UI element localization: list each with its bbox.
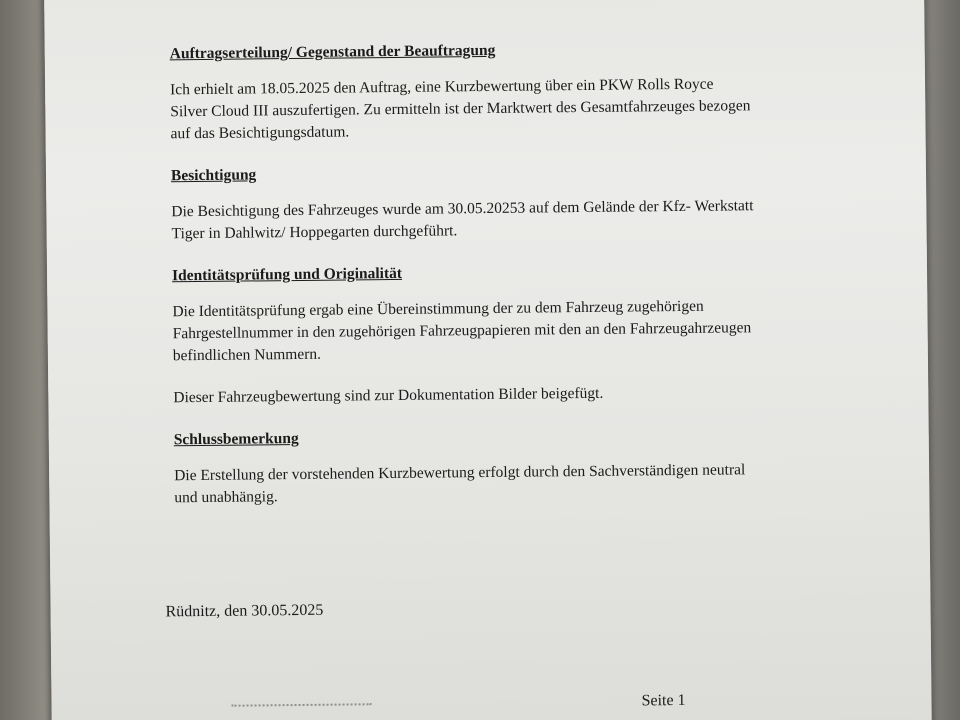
section-schlussbemerkung — [174, 422, 825, 509]
section-paragraph: Dieser Fahrzeugbewertung sind zur Dokumentation Bilder beigefügt. — [173, 384, 604, 407]
section-heading: Auftragserteilung/ Gegenstand der Beauftragung — [169, 41, 496, 63]
section-identitaetspruefung — [172, 258, 823, 409]
section-paragraph: Die Identitätsprüfung ergab eine Übereinstimmung der zu dem Fahrzeug zugehörigen Fahrgestellnummer in den zugehörigen Fahrzeugpapieren mit den an den Fahrzeugahrzeugen befindlichen Nummern. — [172, 297, 752, 365]
cut-off-footer-text — [232, 703, 372, 712]
page-number: Seite 1 — [641, 691, 686, 710]
section-heading: Besichtigung — [170, 166, 257, 185]
section-paragraph: Die Erstellung der vorstehenden Kurzbewertung erfolgt durch den Sachverständigen neutral und unabhängig. — [174, 461, 746, 507]
section-paragraph: Ich erhielt am 18.05.2025 den Auftrag, eine Kurzbewertung über ein PKW Rolls Royce Silver Cloud III auszufertigen. Zu ermitteln ist der Marktwert des Gesamtfahrzeuges bezogen auf das Besichtigungsdatum. — [170, 75, 751, 143]
section-auftragserteilung — [170, 37, 821, 146]
place-date-signoff: Rüdnitz, den 30.05.2025 — [165, 601, 324, 621]
document-body — [170, 37, 825, 530]
section-heading: Schlussbemerkung — [173, 429, 299, 449]
document-page — [44, 0, 932, 720]
section-besichtigung — [171, 159, 822, 246]
section-heading: Identitätsprüfung und Originalität — [171, 264, 403, 285]
section-paragraph: Die Besichtigung des Fahrzeuges wurde am 30.05.20253 auf dem Gelände der Kfz- Werkstatt Tiger in Dahlwitz/ Hoppegarten durchgeführt. — [171, 197, 754, 243]
